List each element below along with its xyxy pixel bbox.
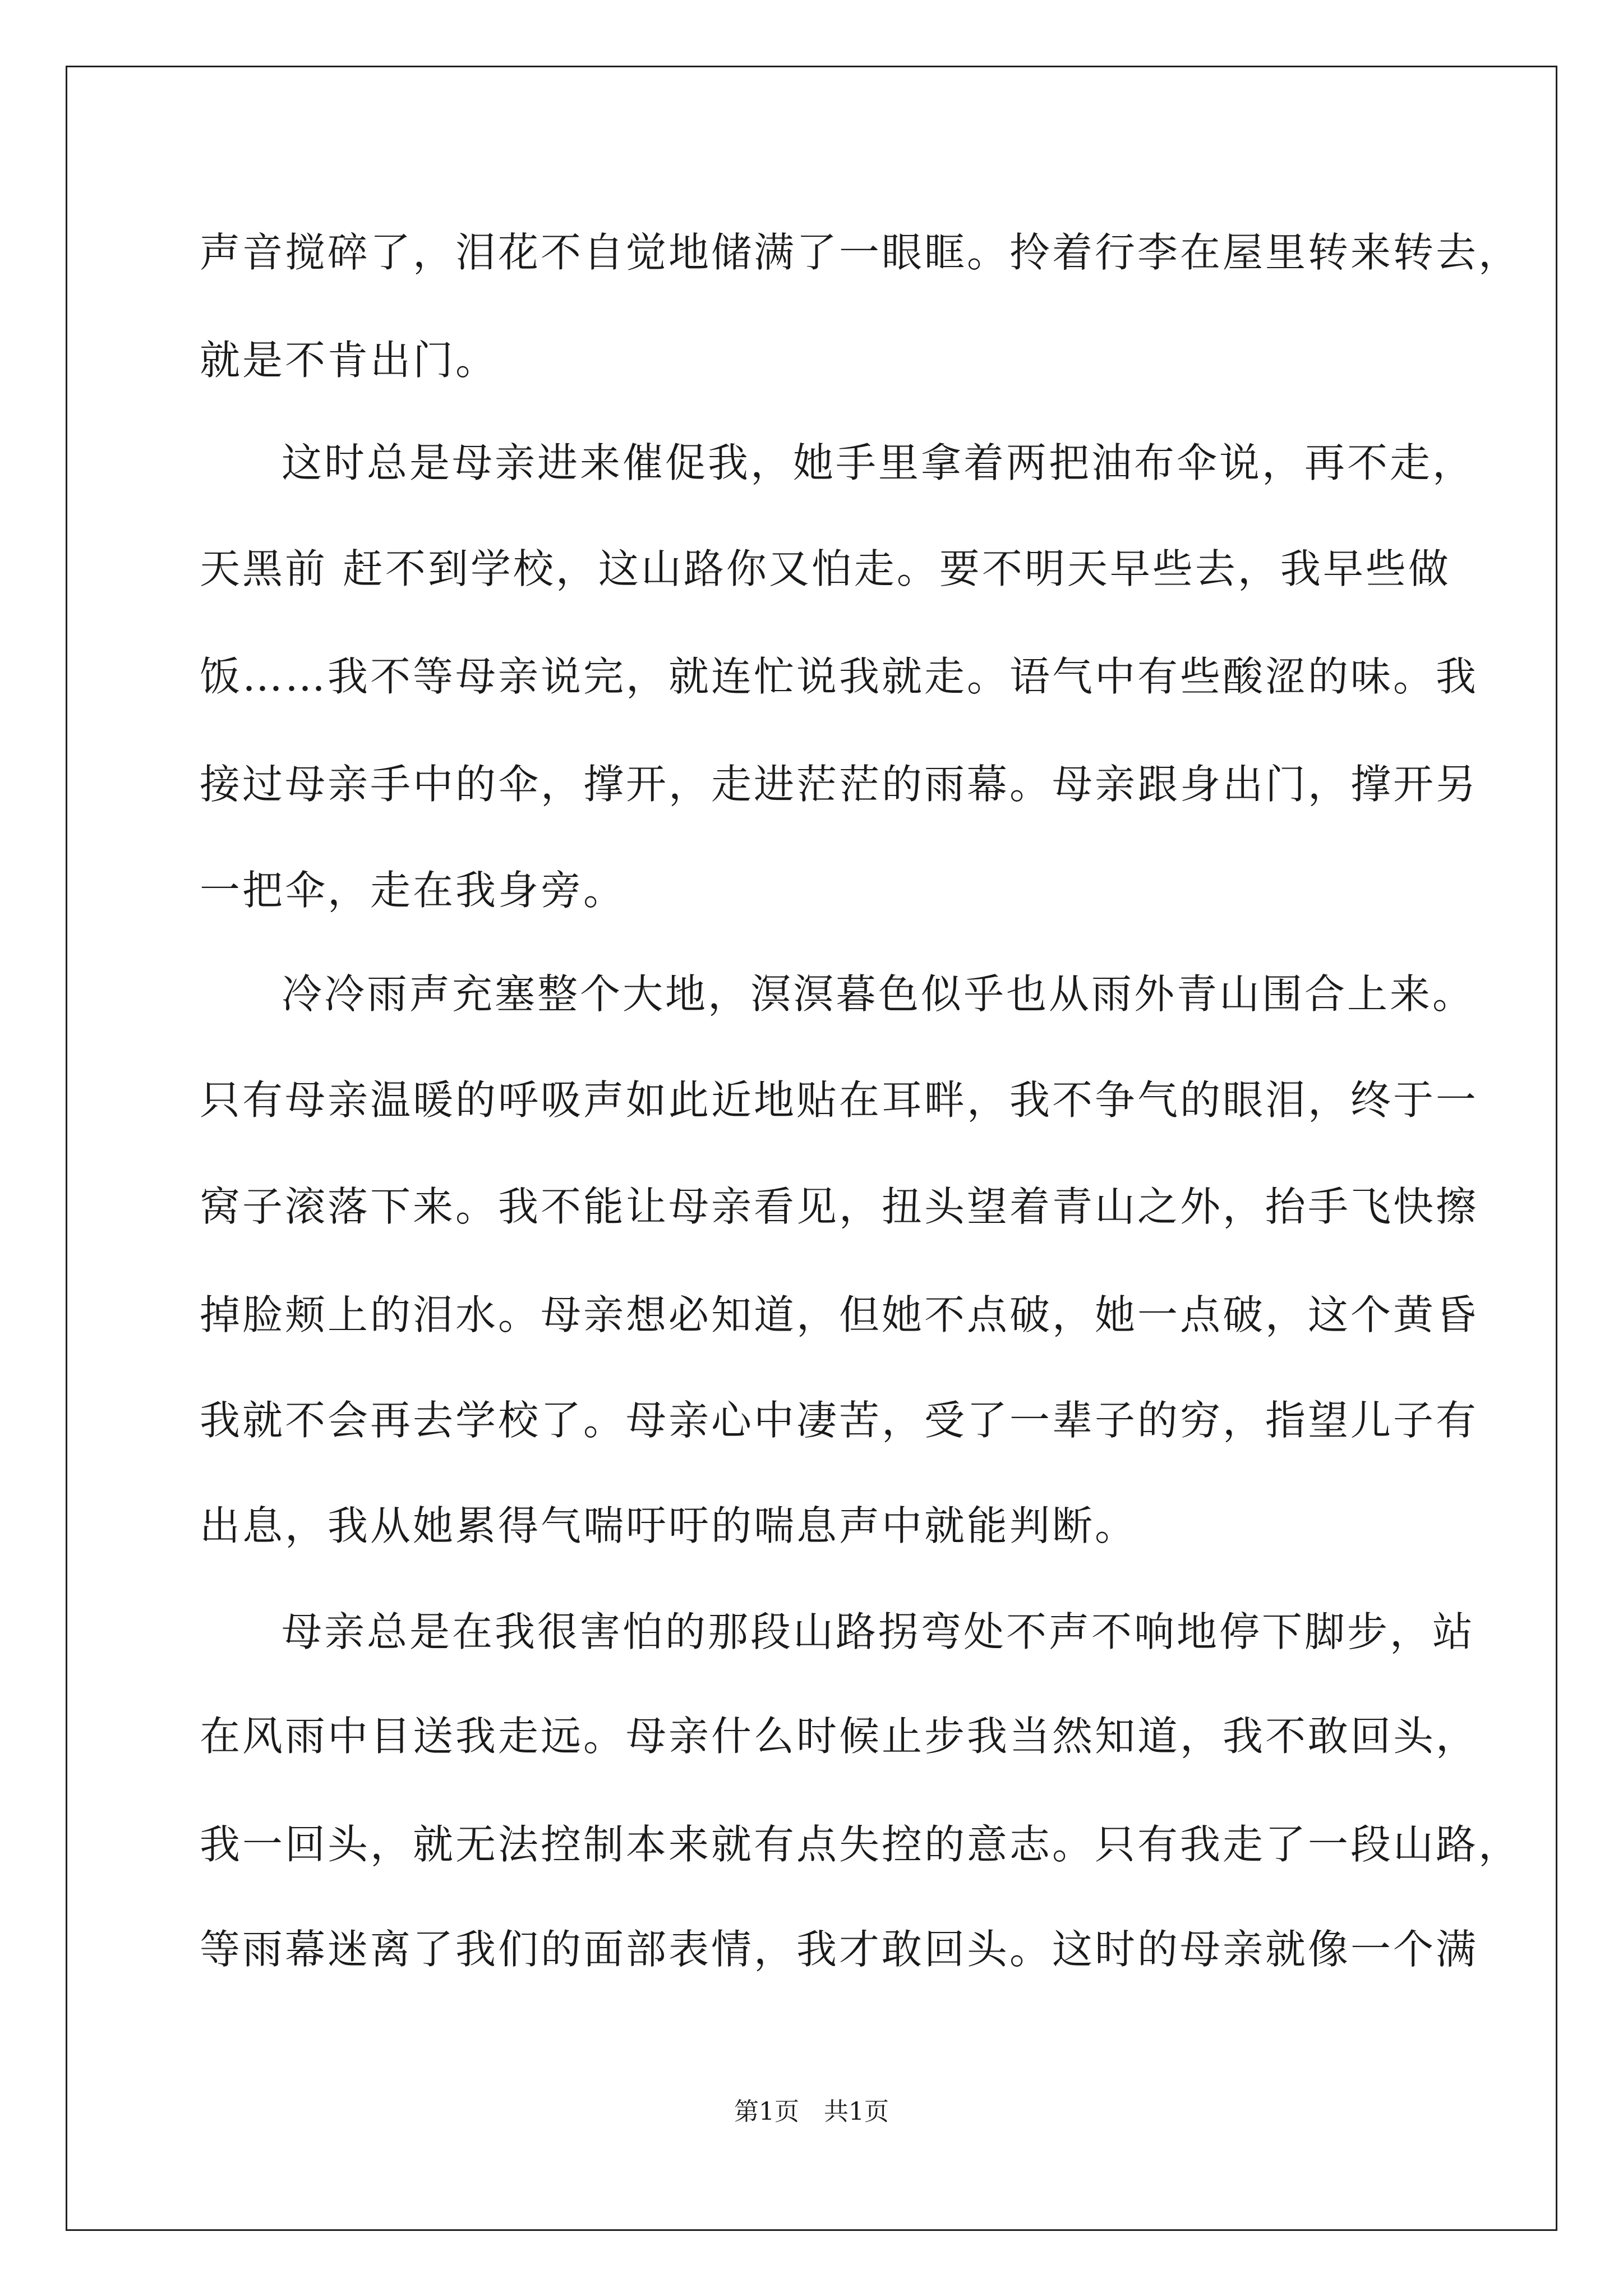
page-number-footer: 第1页 共1页 xyxy=(734,2097,889,2126)
text-line: 一把伞，走在我身旁。 xyxy=(200,867,626,914)
text-line: 饭……我不等母亲说完，就连忙说我就走。语气中有些酸涩的味。我 xyxy=(200,653,1479,700)
text-line: 天黑前 赶不到学校，这山路你又怕走。要不明天早些去，我早些做 xyxy=(200,545,1451,592)
paragraph-start-line: 母亲总是在我很害怕的那段山路拐弯处不声不响地停下脚步，站 xyxy=(282,1608,1476,1655)
paragraph-start-line: 这时总是母亲进来催促我，她手里拿着两把油布伞说，再不走， xyxy=(282,439,1476,486)
text-line: 我就不会再去学校了。母亲心中凄苦，受了一辈子的穷，指望儿子有 xyxy=(200,1397,1479,1444)
text-line: 只有母亲温暖的呼吸声如此近地贴在耳畔，我不争气的眼泪，终于一 xyxy=(200,1076,1479,1124)
text-line: 窝子滚落下来。我不能让母亲看见，扭头望着青山之外，抬手飞快擦 xyxy=(200,1183,1479,1230)
text-line: 接过母亲手中的伞，撑开，走进茫茫的雨幕。母亲跟身出门，撑开另 xyxy=(200,761,1479,808)
page-border xyxy=(66,66,1557,2231)
text-line: 在风雨中目送我走远。母亲什么时候止步我当然知道，我不敢回头， xyxy=(200,1713,1479,1760)
paragraph-start-line: 冷冷雨声充塞整个大地，溟溟暮色似乎也从雨外青山围合上来。 xyxy=(282,970,1476,1018)
text-line: 我一回头，就无法控制本来就有点失控的意志。只有我走了一段山路， xyxy=(200,1821,1521,1868)
text-line: 出息，我从她累得气喘吁吁的喘息声中就能判断。 xyxy=(200,1502,1138,1549)
text-line: 就是不肯出门。 xyxy=(200,337,499,384)
text-line: 等雨幕迷离了我们的面部表情，我才敢回头。这时的母亲就像一个满 xyxy=(200,1926,1479,1973)
text-line: 掉脸颊上的泪水。母亲想必知道，但她不点破，她一点破，这个黄昏 xyxy=(200,1291,1479,1338)
text-line: 声音搅碎了，泪花不自觉地储满了一眼眶。拎着行李在屋里转来转去， xyxy=(200,229,1521,276)
